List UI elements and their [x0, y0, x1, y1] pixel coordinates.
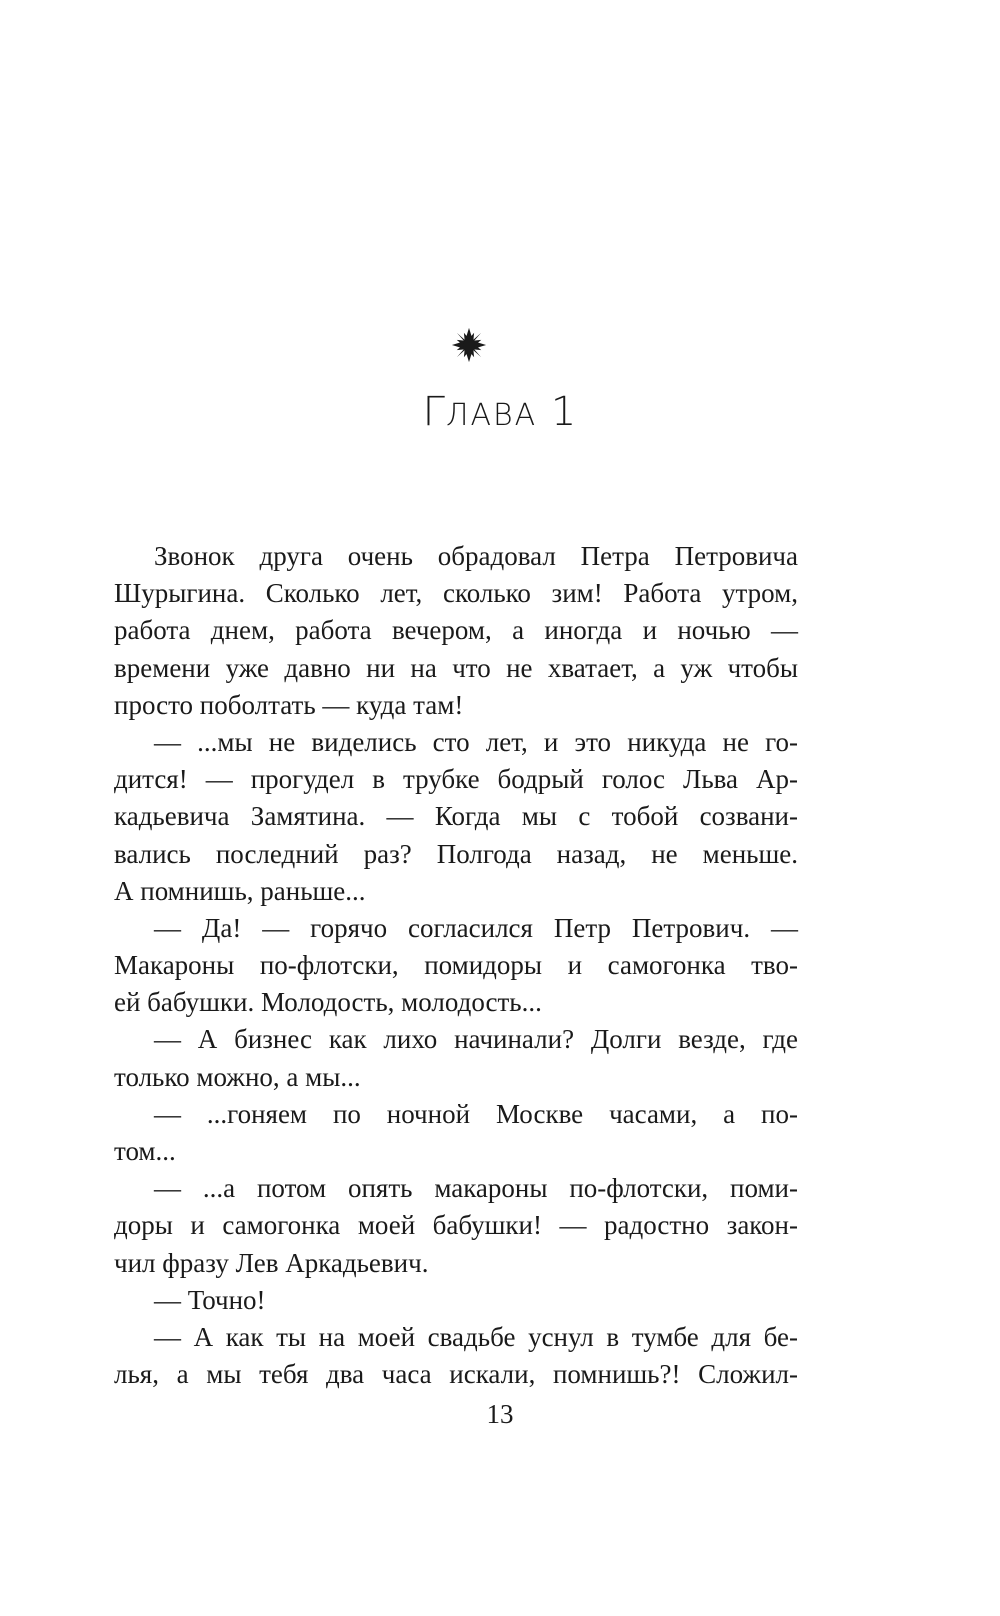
- text-line: Шурыгина. Сколько лет, сколько зим! Работа утром,: [114, 578, 798, 609]
- text-line: — Точно!: [154, 1284, 266, 1315]
- chapter-title: [0, 388, 1000, 440]
- page-number: 13: [486, 1399, 514, 1429]
- text-line: — Да! — горячо согласился Петр Петрович. —: [154, 912, 798, 943]
- chapter-title-initial: Г: [422, 389, 446, 435]
- text-line: Макароны по-флотски, помидоры и самогонка тво-: [114, 950, 798, 981]
- text-line: А помнишь, раньше...: [114, 875, 366, 906]
- text-line: ей бабушки. Молодость, молодость...: [114, 987, 542, 1018]
- text-line: — А как ты на моей свадьбе уснул в тумбе для бе-: [154, 1321, 798, 1352]
- text-line: чил фразу Лев Аркадьевич.: [114, 1247, 429, 1278]
- star-ornament-icon: [450, 326, 488, 364]
- chapter-body-text: [114, 538, 798, 1393]
- text-line: вались последний раз? Полгода назад, не меньше.: [114, 838, 798, 869]
- text-line: — ...гоняем по ночной Москве часами, а по-: [154, 1098, 798, 1129]
- chapter-title-word: ЛАВА: [445, 398, 538, 433]
- text-line: — ...мы не виделись сто лет, и это никуда не го-: [154, 726, 798, 757]
- text-line: лья, а мы тебя два часа искали, помнишь?! Сложил-: [114, 1359, 798, 1390]
- text-line: просто поболтать — куда там!: [114, 689, 464, 720]
- text-line: доры и самогонка моей бабушки! — радостно закон-: [114, 1210, 798, 1241]
- text-line: времени уже давно ни на что не хватает, а уж чтобы: [114, 652, 798, 683]
- text-line: работа днем, работа вечером, а иногда и ночью —: [114, 615, 798, 646]
- text-line: Звонок друга очень обрадовал Петра Петровича: [154, 541, 798, 571]
- chapter-number: 1: [550, 389, 578, 435]
- text-line: — А бизнес как лихо начинали? Долги везде, где: [154, 1024, 798, 1055]
- text-line: кадьевича Замятина. — Когда мы с тобой созвани-: [114, 801, 798, 832]
- text-line: том...: [114, 1136, 176, 1166]
- text-line: только можно, а мы...: [114, 1061, 361, 1092]
- text-line: дится! — прогудел в трубке бодрый голос Льва Ар-: [114, 764, 798, 795]
- text-line: — ...а потом опять макароны по-флотски, поми-: [154, 1173, 798, 1204]
